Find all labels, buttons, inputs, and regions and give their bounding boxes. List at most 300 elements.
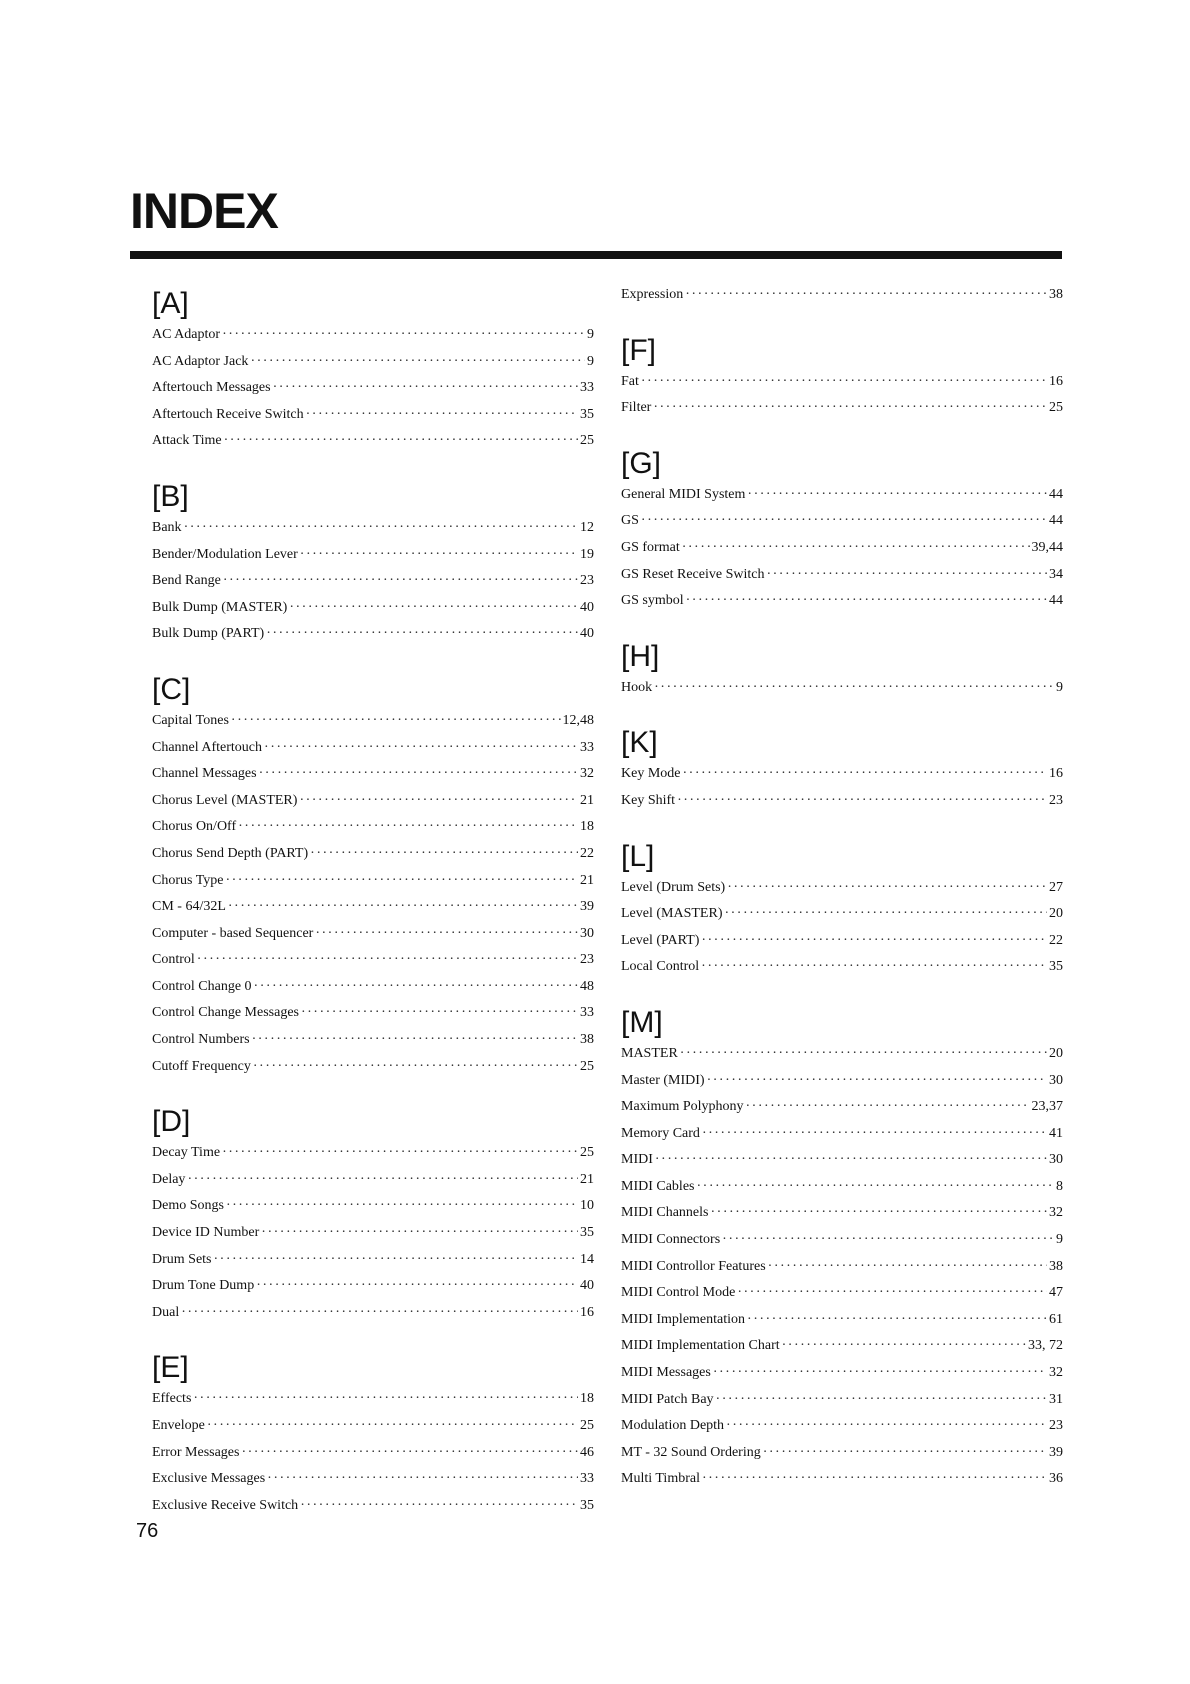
dot-leader [727,875,1047,902]
entry-page: 9 [1056,679,1063,695]
index-entry [621,1413,1063,1440]
entry-term: MIDI Channels [621,1205,709,1221]
index-entry [152,1000,594,1027]
dot-leader [686,588,1047,615]
index-entry [621,1121,1063,1148]
index-entry [152,621,594,648]
entry-term: Cutoff Frequency [152,1058,251,1074]
entry-page: 27 [1049,879,1063,895]
entry-term: MIDI Cables [621,1178,695,1194]
entry-term: MIDI Controllor Features [621,1258,766,1274]
entry-page: 9 [1056,1232,1063,1248]
index-entry [152,868,594,895]
dot-leader [254,974,578,1001]
entry-page: 12,48 [562,712,594,728]
entry-term: Envelope [152,1418,205,1433]
entry-term: GS symbol [621,593,684,609]
entry-term: Drum Tone Dump [152,1278,255,1294]
dot-leader [677,788,1047,815]
index-entry [152,761,594,788]
entry-term: Hook [621,679,653,695]
entry-term: Bender/Modulation Lever [152,546,298,562]
entry-term: Delay [152,1171,186,1187]
dot-leader [697,1174,1055,1201]
entry-page: 34 [1049,566,1063,582]
entry-term: Modulation Depth [621,1418,725,1434]
entry-term: MIDI Patch Bay [621,1391,714,1407]
dot-leader [701,928,1047,955]
dot-leader [707,1068,1047,1095]
dot-leader [747,482,1047,509]
dot-leader [187,1167,578,1194]
index-entry [621,395,1063,422]
entry-page: 23 [1049,792,1063,808]
dot-leader [782,1333,1026,1360]
index-entry [152,894,594,921]
index-entry [621,562,1063,589]
dot-leader [701,954,1047,981]
entry-term: Level (MASTER) [621,906,723,922]
index-entry [152,515,594,542]
entry-term: GS Reset Receive Switch [621,566,765,582]
entry-term: CM - 64/32L [152,899,226,915]
index-section [152,672,594,1080]
index-entry [621,1466,1063,1493]
dot-leader [259,761,578,788]
entry-page: 61 [1049,1311,1063,1327]
entry-term: Error Messages [152,1444,240,1460]
dot-leader [768,1254,1047,1281]
index-entry [621,535,1063,562]
dot-leader [310,841,578,868]
entry-term: MIDI Implementation Chart [621,1338,780,1354]
index-column-left [152,282,594,1519]
index-entry [152,1493,594,1520]
index-entry [621,1041,1063,1068]
dot-leader [226,1193,578,1220]
dot-leader [250,349,585,376]
index-entry [152,595,594,622]
entry-term: Channel Messages [152,766,257,782]
dot-leader [266,621,578,648]
entry-term: Effects [152,1391,192,1407]
index-entry [621,1254,1063,1281]
entry-page: 44 [1049,513,1063,529]
index-entry [621,1333,1063,1360]
entry-page: 22 [1049,932,1063,948]
entry-page: 25 [580,433,594,449]
entry-term: Fat [621,373,639,389]
index-entry [621,1387,1063,1414]
entry-term: Bank [152,519,182,535]
dot-leader [716,1387,1047,1414]
dot-leader [766,562,1047,589]
dot-leader [680,1041,1047,1068]
index-section [621,282,1063,309]
entry-page: 30 [1049,1152,1063,1168]
section-letter: [D] [152,1105,191,1139]
entry-term: Control Numbers [152,1032,250,1048]
index-entry [152,1466,594,1493]
index-entry [152,921,594,948]
entry-page: 33 [580,380,594,396]
section-letter: [G] [621,446,662,480]
entry-page: 21 [580,872,594,888]
entry-page: 25 [1049,400,1063,416]
entry-page: 33 [580,1471,594,1487]
entry-page: 16 [580,1304,594,1320]
dot-leader [228,894,578,921]
entry-term: Expression [621,287,684,302]
dot-leader [299,788,578,815]
dot-leader [231,708,561,735]
page-number: 76 [136,1520,159,1542]
dot-leader [197,947,578,974]
entry-page: 39,44 [1031,539,1063,555]
entry-page: 16 [1049,373,1063,389]
entry-page: 19 [580,546,594,562]
entry-term: Attack Time [152,433,222,449]
index-entry [621,482,1063,509]
page-title: INDEX [130,183,278,239]
dot-leader [711,1200,1048,1227]
index-section [621,839,1063,981]
entry-page: 21 [580,792,594,808]
index-entry [621,675,1063,702]
entry-term: AC Adaptor Jack [152,353,249,369]
dot-leader [289,595,578,622]
entry-page: 22 [580,845,594,861]
dot-leader [300,542,578,569]
index-entry [621,588,1063,615]
entry-term: Bulk Dump (PART) [152,626,265,642]
entry-page: 38 [1049,1258,1063,1274]
dot-leader [181,1300,578,1327]
dot-leader [726,1413,1047,1440]
dot-leader [222,322,585,349]
index-entry [152,735,594,762]
entry-page: 44 [1049,486,1063,502]
entry-term: MIDI Messages [621,1365,711,1381]
entry-page: 35 [580,406,594,422]
index-entry [152,814,594,841]
dot-leader [641,508,1047,535]
index-section [152,1104,594,1326]
entry-term: General MIDI System [621,486,746,502]
entry-page: 35 [580,1225,594,1241]
entry-term: MASTER [621,1045,678,1061]
entry-page: 8 [1056,1178,1063,1194]
entry-page: 23 [1049,1418,1063,1434]
entry-page: 41 [1049,1125,1063,1141]
index-entry [621,1227,1063,1254]
entry-term: Aftertouch Messages [152,380,271,396]
index-entry [152,1273,594,1300]
index-entry [152,708,594,735]
dot-leader [252,1027,578,1054]
index-entry [621,1147,1063,1174]
entry-page: 21 [580,1171,594,1187]
entry-page: 46 [580,1444,594,1460]
index-entry [152,349,594,376]
index-entry [152,1413,594,1440]
entry-term: Control Change Messages [152,1005,299,1021]
entry-term: Control Change 0 [152,978,252,994]
index-entry [152,375,594,402]
index-section [621,639,1063,702]
entry-term: Bulk Dump (MASTER) [152,599,288,615]
section-letter: [M] [621,1005,663,1039]
dot-leader [685,282,1047,309]
index-entry [152,322,594,349]
index-entry [152,1167,594,1194]
entry-page: 47 [1049,1285,1063,1301]
section-letter: [C] [152,672,191,706]
index-entry [152,1300,594,1327]
index-entry [621,901,1063,928]
entry-page: 20 [1049,906,1063,922]
entry-page: 9 [587,353,594,369]
section-letter: [H] [621,639,660,673]
dot-leader [702,1121,1047,1148]
entry-page: 20 [1049,1045,1063,1061]
section-letter: [E] [152,1351,189,1385]
dot-leader [207,1413,578,1440]
entry-page: 25 [580,1058,594,1074]
index-entry [152,1054,594,1081]
index-section [621,725,1063,814]
entry-page: 39 [580,899,594,915]
dot-leader [214,1247,579,1274]
entry-page: 32 [1049,1365,1063,1381]
dot-leader [746,1094,1030,1121]
entry-term: Exclusive Messages [152,1471,266,1487]
entry-term: MT - 32 Sound Ordering [621,1444,761,1460]
entry-term: Memory Card [621,1125,700,1141]
index-section [621,1005,1063,1493]
entry-term: MIDI Control Mode [621,1285,736,1301]
dot-leader [184,515,578,542]
dot-leader [273,375,578,402]
entry-term: Capital Tones [152,712,229,728]
entry-page: 31 [1049,1391,1063,1407]
entry-page: 30 [580,925,594,941]
title-rule [130,251,1062,259]
index-entry [621,1280,1063,1307]
dot-leader [683,761,1048,788]
dot-leader [241,1440,578,1467]
index-entry [152,788,594,815]
dot-leader [702,1466,1047,1493]
index-entry [621,788,1063,815]
entry-term: Maximum Polyphony [621,1099,744,1115]
index-entry [621,954,1063,981]
index-section [621,446,1063,615]
dot-leader [722,1227,1054,1254]
entry-term: Aftertouch Receive Switch [152,406,304,422]
dot-leader [654,675,1054,702]
entry-page: 32 [1049,1205,1063,1221]
entry-term: Control [152,952,195,968]
entry-term: Channel Aftertouch [152,739,263,755]
entry-page: 40 [580,626,594,642]
index-section [152,479,594,648]
entry-page: 40 [580,599,594,615]
entry-term: Computer - based Sequencer [152,925,314,941]
entry-page: 44 [1049,593,1063,609]
entry-term: Key Shift [621,792,676,808]
dot-leader [306,402,578,429]
dot-leader [238,814,578,841]
entry-term: Demo Songs [152,1198,224,1214]
entry-page: 33 [580,739,594,755]
entry-term: Bend Range [152,573,221,589]
index-entry [152,1027,594,1054]
index-entry [621,282,1063,309]
entry-term: MIDI Implementation [621,1311,746,1327]
dot-leader [261,1220,578,1247]
index-entry [621,508,1063,535]
index-entry [621,928,1063,955]
index-entry [152,1220,594,1247]
entry-term: MIDI [621,1152,653,1168]
dot-leader [253,1054,578,1081]
entry-term: Chorus Send Depth (PART) [152,845,309,861]
entry-page: 25 [580,1418,594,1433]
index-entry [621,875,1063,902]
index-entry [152,428,594,455]
dot-leader [223,568,578,595]
dot-leader [713,1360,1047,1387]
entry-term: AC Adaptor [152,327,221,342]
entry-term: Filter [621,400,652,416]
index-entry [621,1174,1063,1201]
entry-page: 39 [1049,1444,1063,1460]
entry-page: 40 [580,1278,594,1294]
index-entry [621,761,1063,788]
dot-leader [641,369,1047,396]
entry-page: 23 [580,952,594,968]
entry-term: Decay Time [152,1145,221,1161]
entry-page: 9 [587,327,594,342]
entry-page: 35 [1049,959,1063,975]
entry-term: MIDI Connectors [621,1232,721,1248]
entry-page: 18 [580,819,594,835]
index-entry [152,1440,594,1467]
entry-page: 25 [580,1145,594,1161]
index-entry [621,1307,1063,1334]
section-letter: [K] [621,726,658,760]
index-entry [152,1193,594,1220]
entry-term: Exclusive Receive Switch [152,1497,299,1513]
entry-page: 33 [580,1005,594,1021]
entry-term: Multi Timbral [621,1471,700,1487]
index-entry [621,369,1063,396]
entry-page: 36 [1049,1471,1063,1487]
dot-leader [193,1386,578,1413]
entry-page: 23 [580,573,594,589]
dot-leader [747,1307,1047,1334]
index-entry [621,1068,1063,1095]
entry-term: Chorus On/Off [152,819,237,835]
entry-term: Drum Sets [152,1251,212,1267]
entry-page: 33, 72 [1028,1338,1063,1354]
dot-leader [315,921,578,948]
entry-term: Local Control [621,959,700,975]
entry-term: GS format [621,539,680,555]
entry-term: Level (Drum Sets) [621,879,726,895]
dot-leader [301,1000,578,1027]
entry-page: 35 [580,1497,594,1513]
index-entry [621,1094,1063,1121]
index-entry [621,1440,1063,1467]
index-entry [152,1386,594,1413]
dot-leader [737,1280,1047,1307]
index-entry [152,1247,594,1274]
entry-term: Master (MIDI) [621,1072,705,1088]
index-entry [621,1200,1063,1227]
index-column-right [621,282,1063,1493]
index-section [152,286,594,455]
dot-leader [653,395,1047,422]
entry-page: 10 [580,1198,594,1214]
entry-page: 14 [580,1251,594,1267]
entry-page: 16 [1049,766,1063,782]
entry-page: 18 [580,1391,594,1407]
dot-leader [763,1440,1047,1467]
index-entry [152,841,594,868]
index-entry [152,568,594,595]
dot-leader [225,868,578,895]
entry-page: 12 [580,519,594,535]
entry-page: 23,37 [1031,1099,1063,1115]
entry-page: 30 [1049,1072,1063,1088]
index-section [621,333,1063,422]
entry-term: Chorus Type [152,872,224,888]
index-entry [621,1360,1063,1387]
index-section [152,1350,594,1519]
section-letter: [A] [152,287,189,320]
entry-page: 48 [580,978,594,994]
entry-term: Dual [152,1304,180,1320]
dot-leader [300,1493,578,1520]
index-entry [152,402,594,429]
index-entry [152,974,594,1001]
index-entry [152,542,594,569]
entry-page: 32 [580,766,594,782]
index-entry [152,1140,594,1167]
entry-term: Level (PART) [621,932,700,948]
entry-term: GS [621,513,639,529]
dot-leader [267,1466,578,1493]
section-letter: [L] [621,839,655,873]
index-entry [152,947,594,974]
dot-leader [655,1147,1047,1174]
dot-leader [256,1273,578,1300]
dot-leader [222,1140,578,1167]
entry-page: 38 [1049,287,1063,302]
section-letter: [F] [621,333,656,367]
entry-term: Key Mode [621,766,681,782]
dot-leader [224,428,578,455]
entry-term: Chorus Level (MASTER) [152,792,298,808]
dot-leader [682,535,1030,562]
entry-page: 38 [580,1032,594,1048]
dot-leader [264,735,578,762]
section-letter: [B] [152,479,189,513]
entry-term: Device ID Number [152,1225,260,1241]
dot-leader [724,901,1047,928]
